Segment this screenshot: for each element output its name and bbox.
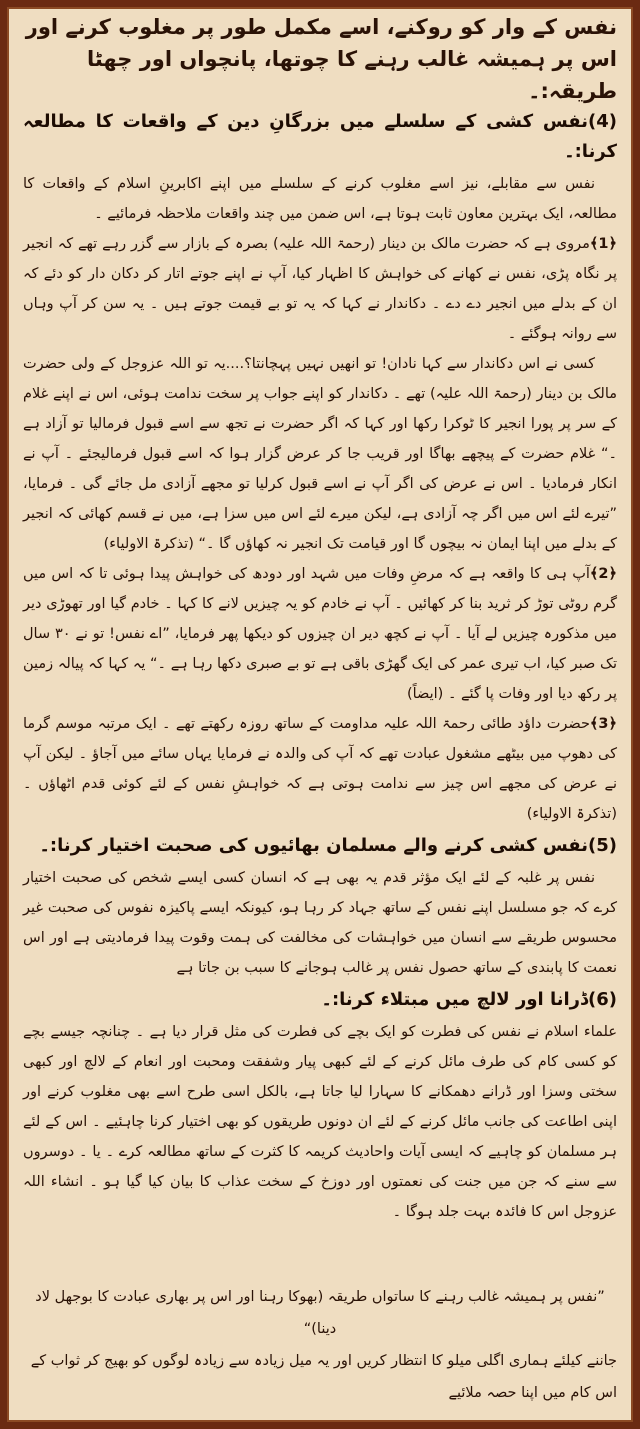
- page-frame: [7, 7, 633, 1422]
- story-3: [23, 709, 617, 829]
- story-1: [23, 229, 617, 349]
- spacer: [23, 1227, 617, 1281]
- section-4-heading: (4)نفس کشی کے سلسلے میں بزرگانِ دین کے واقعات کا مطالعہ کرنا:۔: [23, 111, 617, 162]
- footer-quote: ”نفس پر ہمیشہ غالب رہنے کا ساتواں طریقہ (بھوکا رہنا اور اس پر بھاری عبادت کا بوجھل لاد دینا)“: [35, 1289, 605, 1337]
- section-4-intro: نفس سے مقابلے، نیز اسے مغلوب کرنے کے سلسلے میں اپنے اکابرینِ اسلام کے واقعات کا مطالعہ، ایک بہترین معاون ثابت ہوتا ہے، اس ضمن میں چند واقعات ملاحظہ فرمائیے ۔: [23, 176, 617, 222]
- section-6-body: علماء اسلام نے نفس کی فطرت کو ایک بچے کی فطرت کی مثل قرار دیا ہے ۔ چنانچہ جیسے بچے کو کسی کام کی طرف مائل کرنے کے لئے کبھی پیار وشفقت ومحبت اور انعام کے لالچ اور کبھی سختی وسزا اور ڈرانے دھمکانے کا سہارا لیا جاتا ہے، بالکل اسی طرح اسے بھی مغلوب کرنے اور اپنی اطاعت کی جانب مائل کرنے کے لئے ان دونوں طریقوں کو بھی اختیار کرنا چاہئیے ۔ اس کے لئے ہر مسلمان کو چاہیے کہ ایسی آیات واحادیث کریمہ کا کثرت کے ساتھ مطالعہ کرے ۔ یا ۔ دوسروں سے سنے کہ جن میں جنت کی نعمتوں اور دوزخ کے سخت عذاب کا بیان کیا گیا ہو ۔ انشاء اللہ عزوجل اس کا فائدہ بہت جلد ہوگا ۔: [23, 1024, 617, 1220]
- story-2-number: ﴿2﴾: [589, 566, 617, 582]
- article-body: [7, 7, 633, 1409]
- story-1-continued: کسی نے اس دکاندار سے کہا نادان! تو انھیں نہیں پہچانتا؟....یہ تو اللہ عزوجل کے ولی حضرت مالک بن دینار (رحمۃ اللہ علیہ) تھے ۔ دکاندار کو اپنے جواب پر سخت ندامت ہوئی، اس نے اپنے غلام کے سر پر پورا انجیر کا ٹوکرا رکھا اور کہا کہ اگر حضرت نے تجھ سے اسے قبول فرمالیا تو آزاد ہے ۔“ غلام حضرت کے پیچھے بھاگا اور قریب جا کر عرض گزار ہوا کہ اسے قبول فرمالیجئے ۔ آپ نے انکار فرمادیا ۔ اس نے عرض کی اگر آپ نے اسے قبول کرلیا تو مجھے آزادی مل جائے گی ۔ فرمایا، ”تیرے لئے اس میں اگر چہ آزادی ہے، لیکن میرے لئے اس میں سزا ہے، میں نے قسم کھائی کہ انجیر کے بدلے میں اپنا ایمان نہ بیچوں گا اور قیامت تک انجیر نہ کھاؤں گا ۔“ (تذکرۃ الاولیاء): [23, 356, 617, 552]
- story-2: [23, 559, 617, 709]
- section-5-heading: (5)نفس کشی کرنے والے مسلمان بھائیوں کی صحبت اختیار کرنا:۔: [39, 835, 617, 856]
- story-3-number: ﴿3﴾: [589, 716, 617, 732]
- page-title: نفس کے وار کو روکنے، اسے مکمل طور پر مغلوب کرنے اور اس پر ہمیشہ غالب رہنے کا چوتھا، پانچواں اور چھٹا طریقہ:۔: [25, 15, 617, 103]
- story-3-text: حضرت داؤد طائی رحمۃ اللہ علیہ مداومت کے ساتھ روزہ رکھتے تھے ۔ ایک مرتبہ موسم گرما کی دھوپ میں بیٹھے مشغول عبادت تھے کہ آپ کی والدہ نے فرمایا یہاں سائے میں آجاؤ ۔ لیکن آپ نے عرض کی مجھے اس چیز سے ندامت ہوتی ہے کہ خواہشِ نفس کے لئے کوئی قدم اٹھاؤں ۔ (تذکرۃ الاولیاء): [23, 716, 617, 822]
- footer-note: جاننے کیلئے ہماری اگلی میلو کا انتظار کریں اور یہ میل زیادہ سے زیادہ لوگوں کو بھیج کر ثواب کے اس کام میں اپنا حصہ ملائیے: [30, 1353, 617, 1401]
- section-5-body: نفس پر غلبہ کے لئے ایک مؤثر قدم یہ بھی ہے کہ انسان کسی ایسے شخص کی صحبت اختیار کرے کہ جو مسلسل اپنے نفس کے ساتھ جہاد کر رہا ہو، کیونکہ ایسے پاکیزہ نفوس کی صحبت غیر محسوس طریقے سے انسان میں خواہشات کی مخالفت کی ہمت وقوت پیدا فرمادیتی ہے اور اس نعمت کا پابندی کے ساتھ حصول نفس پر غالب ہوجانے کا سبب بن جاتا ہے: [23, 870, 617, 976]
- story-1-text: مروی ہے کہ حضرت مالک بن دینار (رحمۃ اللہ علیہ) بصرہ کے بازار سے گزر رہے تھے کہ انجیر پر نگاہ پڑی، نفس نے کھانے کی خواہش کا اظہار کیا، آپ نے اپنے جوتے اتار کر دکان دار کو دئے کہ ان کے بدلے میں انجیر دے دے ۔ دکاندار نے کہا کہ یہ تو بے قیمت جوتے ہیں ۔ یہ سن کر آپ وہاں سے روانہ ہوگئے ۔: [23, 236, 617, 342]
- section-6-heading: (6)ڈرانا اور لالچ میں مبتلاء کرنا:۔: [321, 989, 617, 1010]
- story-2-text: آپ ہی کا واقعہ ہے کہ مرضِ وفات میں شہد اور دودھ کی خواہش پیدا ہوئی تا کہ اس میں گرم روٹی توڑ کر ثرید بنا کر کھائیں ۔ آپ نے خادم کو یہ چیزیں لانے کا کہا ۔ خادم گیا اور تھوڑی دیر میں مذکورہ چیزیں لے آیا ۔ آپ نے کچھ دیر ان چیزوں کو دیکھا پھر فرمایا، ”اے نفس! تو نے ۳۰ سال تک صبر کیا، اب تیری عمر کی ایک گھڑی باقی ہے تو بے صبری دکھا رہا ہے ۔“ یہ کہا کہ پیالہ زمین پر رکھ دیا اور وفات پا گئے ۔ (ایضاً): [23, 566, 617, 702]
- story-1-number: ﴿1﴾: [589, 236, 617, 252]
